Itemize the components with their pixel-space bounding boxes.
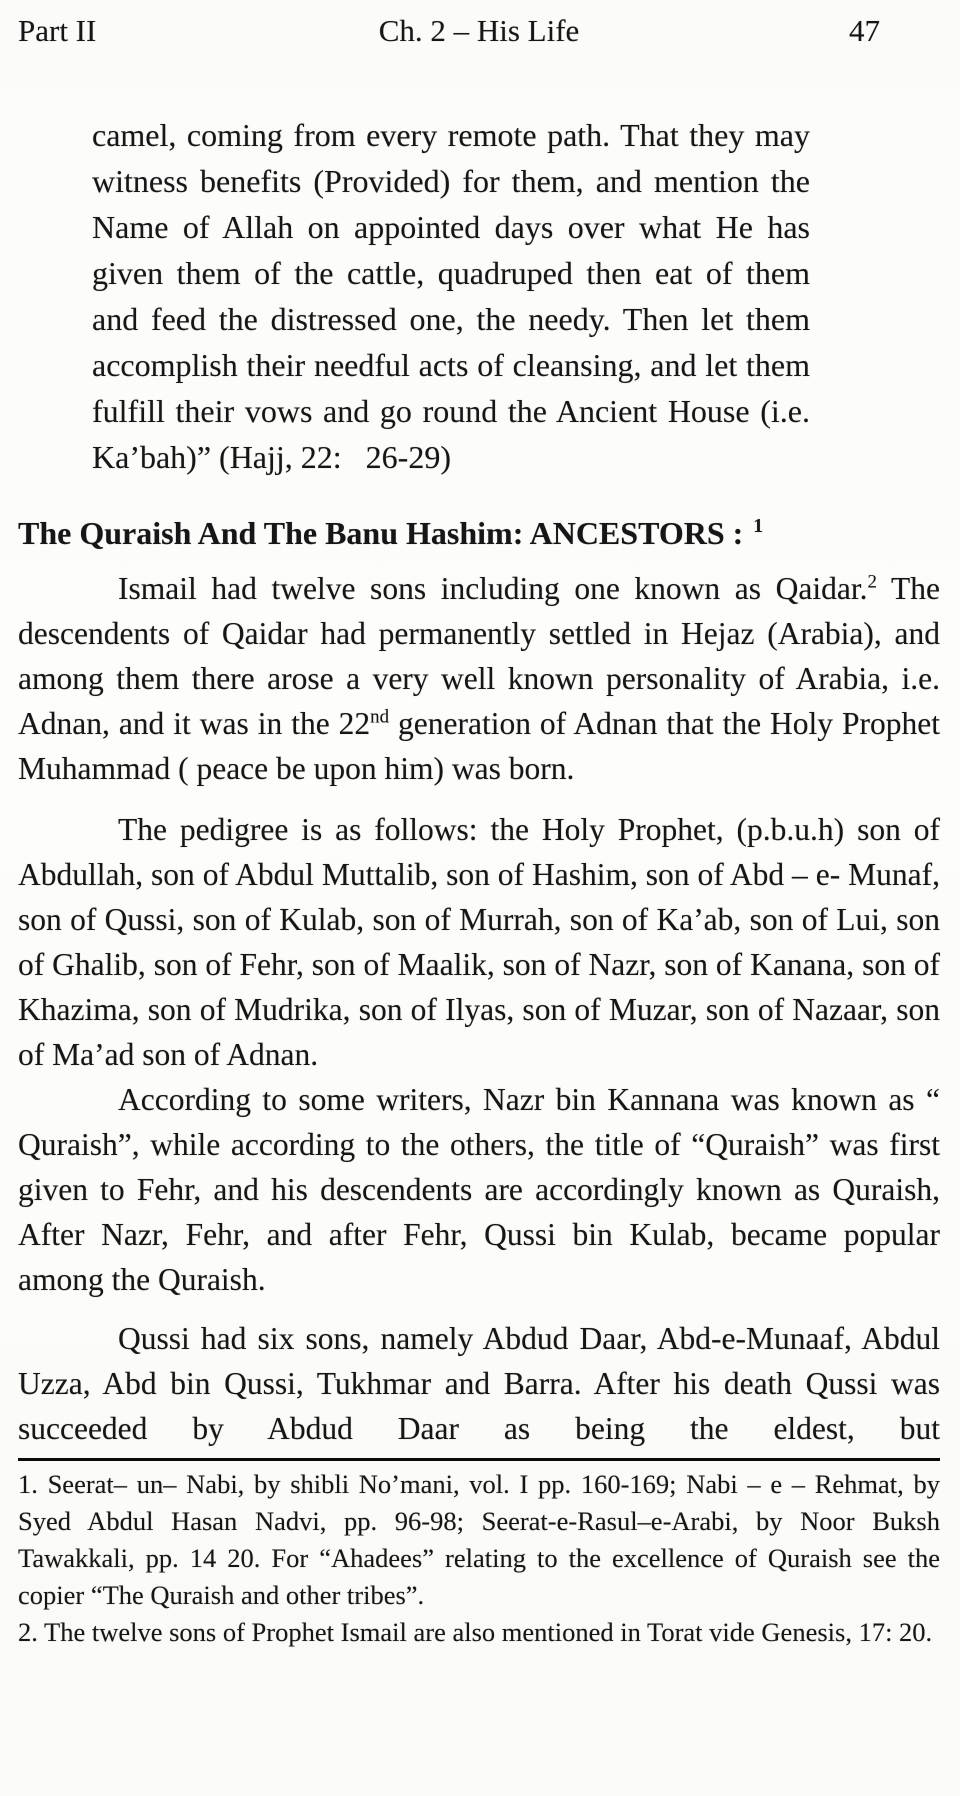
header-part-label: Part II: [18, 13, 97, 48]
quran-quote-block: camel, coming from every remote path. That they may witness benefits (Provided) for them, and mention the Name of Allah on appointed days over what He has given them of the cattle, quadruped then eat of them and feed the distressed one, the needy. Then let them accomplish their needful acts of cleansing, and let them fulfill their vows and go round the Ancient House (i.e. Ka’bah)” (Hajj, 22: 26-29): [92, 117, 810, 475]
footnote-separator-rule: [18, 1458, 940, 1461]
section-heading-text: The Quraish And The Banu Hashim: ANCESTORS :: [18, 515, 744, 551]
footnote-1: 1. Seerat– un– Nabi, by shibli No’mani, vol. I pp. 160-169; Nabi – e – Rehmat, by Syed Abdul Hasan Nadvi, pp. 96-98; Seerat-e-Rasul–e-Arabi, by Noor Buksh Tawakkali, pp. 14 20. For “Ahadees” relating to the excellence of Quraish see the copier “The Quraish and other tribes”.: [18, 1469, 940, 1610]
paragraph-qussi-sons: Qussi had six sons, namely Abdud Daar, Abd-e-Munaaf, Abdul Uzza, Abd bin Qussi, Tukhmar and Barra. After his death Qussi was succeeded by Abdud Daar as being the eldest, but: [18, 1321, 940, 1446]
header-chapter-title: Ch. 2 – His Life: [378, 13, 580, 48]
paragraph-pedigree: The pedigree is as follows: the Holy Prophet, (p.b.u.h) son of Abdullah, son of Abdul Muttalib, son of Hashim, son of Abd – e- Munaf, son of Qussi, son of Kulab, son of Murrah, son of Ka’ab, son of Lui, son of Ghalib, son of Fehr, son of Maalik, son of Nazr, son of Kanana, son of Khazima, son of Mudrika, son of Ilyas, son of Muzar, son of Nazaar, son of Ma’ad son of Adnan.: [18, 812, 940, 1072]
section-heading: [18, 512, 940, 554]
paragraph-quraish-title: According to some writers, Nazr bin Kannana was known as “ Quraish”, while according to the others, the title of “Quraish” was first given to Fehr, and his descendents are accordingly known as Quraish, After Nazr, Fehr, and after Fehr, Qussi bin Kulab, became popular among the Quraish.: [18, 1082, 940, 1297]
running-header: [18, 12, 940, 50]
paragraph-ancestors-intro: Ismail had twelve sons including one known as Qaidar.$^2$ The descendents of Qaidar had permanently settled in Hejaz (Arabia), and among them there arose a very well known personality of Arabia, i.e. Adnan, and it was in the 22nd generation of Adnan that the Holy Prophet Muhammad ( peace be upon him) was born.: [18, 571, 940, 786]
footnotes-block: [18, 1466, 940, 1651]
header-page-number: 47: [849, 13, 880, 48]
heading-footnote-ref: 1: [753, 515, 764, 538]
footnote-2: 2. The twelve sons of Prophet Ismail are also mentioned in Torat vide Genesis, 17: 20.: [18, 1617, 933, 1647]
